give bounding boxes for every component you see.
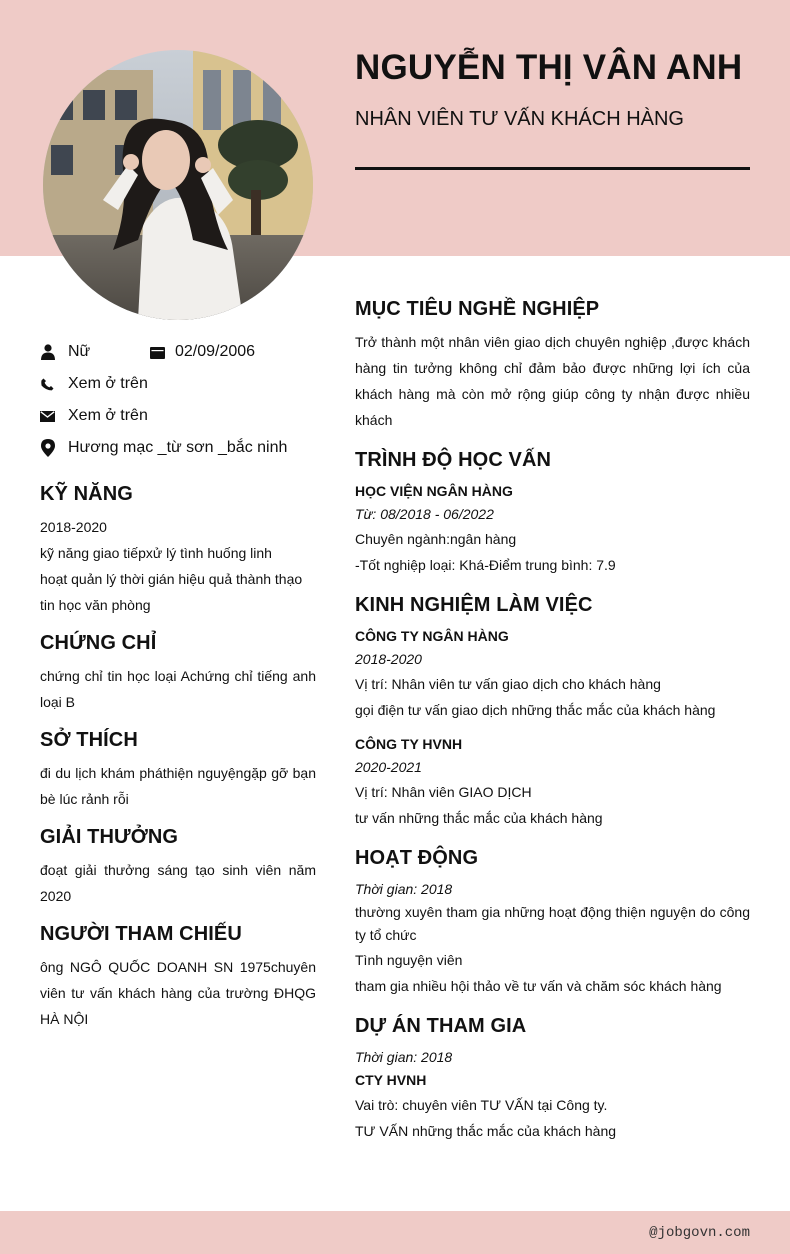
- person-icon: [40, 344, 55, 361]
- phone-icon: [40, 376, 55, 393]
- experience-period: 2020-2021: [355, 759, 422, 775]
- awards-heading: GIẢI THƯỞNG: [40, 826, 179, 848]
- projects-time: Thời gian: 2018: [355, 1049, 453, 1065]
- projects-role: Vai trò: chuyên viên TƯ VẤN tại Công ty.: [355, 1097, 608, 1113]
- objective-heading: MỤC TIÊU NGHỀ NGHIỆP: [355, 298, 600, 320]
- education-section: [355, 449, 750, 578]
- hobbies-section: [40, 729, 316, 812]
- contact-email: [40, 407, 148, 425]
- activities-line: Tình nguyện viên: [355, 952, 463, 968]
- experience-section: [355, 594, 750, 831]
- references-text: ông NGÔ QUỐC DOANH SN 1975chuyên viên tư vấn khách hàng của trường ĐHQG HÀ NỘI: [40, 959, 316, 1027]
- projects-heading: DỰ ÁN THAM GIA: [355, 1015, 527, 1037]
- experience-role: Vị trí: Nhân viên GIAO DỊCH: [355, 784, 532, 800]
- profile-photo: [43, 50, 313, 320]
- hobbies-heading: SỞ THÍCH: [40, 729, 138, 751]
- contact-birthday: [150, 343, 255, 361]
- calendar-icon: [150, 344, 165, 361]
- certificates-heading: CHỨNG CHỈ: [40, 632, 157, 654]
- skills-line: hoạt quản lý thời gián hiệu quả thành thạo: [40, 571, 303, 587]
- experience-entry: [355, 625, 750, 723]
- skills-line: 2018-2020: [40, 519, 107, 535]
- education-grade: -Tốt nghiệp loại: Khá-Điểm trung bình: 7.9: [355, 557, 616, 573]
- skills-line: tin học văn phòng: [40, 597, 151, 613]
- education-school: HỌC VIỆN NGÂN HÀNG: [355, 483, 513, 499]
- contact-address: [40, 439, 287, 457]
- address-value: Hương mạc _từ sơn _bắc ninh: [68, 439, 288, 456]
- email-value[interactable]: Xem ở trên: [68, 407, 148, 424]
- education-period: Từ: 08/2018 - 06/2022: [355, 506, 494, 522]
- objective-section: [355, 298, 750, 433]
- gender-value: Nữ: [68, 343, 91, 360]
- candidate-name: NGUYỄN THỊ VÂN ANH: [355, 48, 743, 87]
- activities-line: thường xuyên tham gia những hoạt động thiện nguyện do công ty tổ chức: [355, 904, 750, 943]
- skills-line: kỹ năng giao tiếpxử lý tình huống linh: [40, 545, 272, 561]
- projects-company: CTY HVNH: [355, 1072, 427, 1088]
- contact-phone: [40, 375, 148, 393]
- skills-section: [40, 483, 316, 618]
- mail-icon: [40, 408, 55, 425]
- activities-section: [355, 847, 750, 999]
- experience-company: CÔNG TY HVNH: [355, 736, 463, 752]
- activities-heading: HOẠT ĐỘNG: [355, 847, 479, 869]
- phone-value[interactable]: Xem ở trên: [68, 375, 148, 392]
- contact-gender: [40, 343, 90, 361]
- hobbies-text: đi du lịch khám pháthiện nguyệngặp gỡ bạn bè lúc rảnh rỗi: [40, 765, 316, 807]
- references-section: [40, 923, 316, 1032]
- experience-heading: KINH NGHIỆM LÀM VIỆC: [355, 594, 593, 616]
- header-divider: [355, 167, 750, 170]
- experience-entry: [355, 733, 750, 831]
- right-column: [355, 298, 750, 1160]
- left-column: [40, 483, 316, 1046]
- activities-line: tham gia nhiều hội thảo về tư vấn và chăm sóc khách hàng: [355, 978, 722, 994]
- awards-section: [40, 826, 316, 909]
- experience-period: 2018-2020: [355, 651, 422, 667]
- awards-text: đoạt giải thưởng sáng tạo sinh viên năm 2020: [40, 862, 316, 904]
- experience-desc: gọi điện tư vấn giao dịch những thắc mắc của khách hàng: [355, 702, 716, 718]
- candidate-job-title: NHÂN VIÊN TƯ VẤN KHÁCH HÀNG: [355, 108, 684, 130]
- birthday-value: 02/09/2006: [175, 343, 256, 360]
- references-heading: NGƯỜI THAM CHIẾU: [40, 923, 242, 945]
- site-watermark: @jobgovn.com: [649, 1225, 750, 1241]
- experience-desc: tư vấn những thắc mắc của khách hàng: [355, 810, 603, 826]
- activities-time: Thời gian: 2018: [355, 881, 453, 897]
- skills-heading: KỸ NĂNG: [40, 483, 133, 505]
- certificates-text: chứng chỉ tin học loại Achứng chỉ tiếng anh loại B: [40, 668, 316, 710]
- experience-role: Vị trí: Nhân viên tư vấn giao dịch cho khách hàng: [355, 676, 661, 692]
- education-major: Chuyên ngành:ngân hàng: [355, 531, 517, 547]
- location-pin-icon: [40, 440, 55, 457]
- objective-text: Trở thành một nhân viên giao dịch chuyên nghiệp ,được khách hàng tin tưởng không chỉ đảm bảo được những lợi ích của khách hàng mà còn mở rộng giúp công ty nhận được nhiều khách: [355, 334, 750, 428]
- certificates-section: [40, 632, 316, 715]
- education-heading: TRÌNH ĐỘ HỌC VẤN: [355, 449, 552, 471]
- projects-desc: TƯ VẤN những thắc mắc của khách hàng: [355, 1123, 617, 1139]
- projects-section: [355, 1015, 750, 1144]
- experience-company: CÔNG TY NGÂN HÀNG: [355, 628, 509, 644]
